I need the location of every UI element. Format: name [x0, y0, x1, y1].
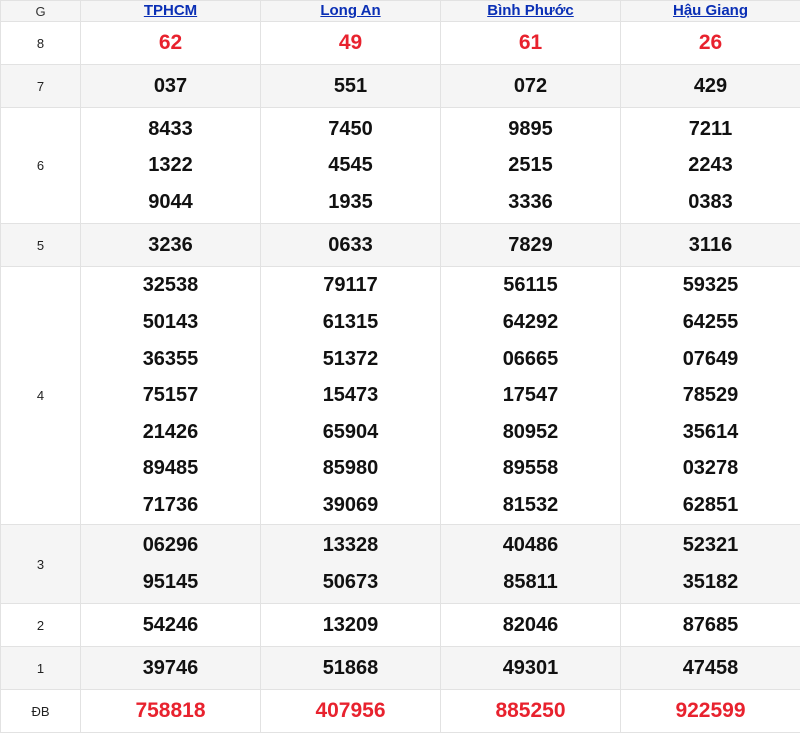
prize-number: 3336 — [441, 184, 620, 221]
prize-number: 62 — [81, 25, 260, 62]
prize-number: 49 — [261, 25, 440, 62]
prize-cell — [621, 22, 800, 65]
prize-number: 4545 — [261, 147, 440, 184]
prize-cell — [441, 22, 621, 65]
special-prize-number: 407956 — [261, 693, 440, 730]
prize-label: 7 — [1, 65, 81, 108]
province-link-tphcm[interactable]: TPHCM — [144, 2, 197, 19]
prize-number: 51868 — [261, 650, 440, 687]
prize-number: 75157 — [81, 377, 260, 414]
prize-number: 551 — [261, 68, 440, 105]
prize-row-special — [1, 690, 800, 733]
prize-cell — [81, 525, 261, 604]
prize-cell — [261, 647, 441, 690]
header-row — [1, 1, 800, 22]
prize-number: 17547 — [441, 377, 620, 414]
prize-cell — [81, 22, 261, 65]
prize-number: 7450 — [261, 111, 440, 148]
province-header-long-an — [261, 1, 441, 22]
prize-number: 89485 — [81, 450, 260, 487]
prize-cell — [621, 647, 800, 690]
prize-row-8 — [1, 22, 800, 65]
prize-number: 072 — [441, 68, 620, 105]
prize-number: 39069 — [261, 487, 440, 524]
prize-row-1 — [1, 647, 800, 690]
prize-number: 1322 — [81, 147, 260, 184]
prize-number: 89558 — [441, 450, 620, 487]
prize-cell — [81, 108, 261, 224]
prize-cell — [81, 647, 261, 690]
prize-cell — [621, 224, 800, 267]
prize-cell — [621, 525, 800, 604]
prize-label: 4 — [1, 267, 81, 525]
prize-label: 6 — [1, 108, 81, 224]
prize-number: 8433 — [81, 111, 260, 148]
prize-label: 2 — [1, 604, 81, 647]
prize-cell — [81, 604, 261, 647]
prize-number: 40486 — [441, 527, 620, 564]
prize-cell — [621, 108, 800, 224]
prize-cell — [261, 224, 441, 267]
prize-cell — [621, 604, 800, 647]
prize-number: 56115 — [441, 267, 620, 304]
prize-number: 85980 — [261, 450, 440, 487]
prize-number: 06665 — [441, 341, 620, 378]
prize-number: 06296 — [81, 527, 260, 564]
prize-cell — [261, 690, 441, 733]
special-prize-number: 758818 — [81, 693, 260, 730]
prize-number: 32538 — [81, 267, 260, 304]
prize-column-header: G — [1, 1, 81, 22]
prize-row-7 — [1, 65, 800, 108]
prize-cell — [261, 65, 441, 108]
prize-cell — [261, 22, 441, 65]
prize-number: 7829 — [441, 227, 620, 264]
prize-cell — [81, 224, 261, 267]
prize-cell — [261, 108, 441, 224]
prize-number: 87685 — [621, 607, 800, 644]
prize-cell — [441, 108, 621, 224]
prize-row-5 — [1, 224, 800, 267]
prize-number: 54246 — [81, 607, 260, 644]
prize-number: 35614 — [621, 414, 800, 451]
prize-number: 51372 — [261, 341, 440, 378]
prize-number: 07649 — [621, 341, 800, 378]
prize-number: 52321 — [621, 527, 800, 564]
prize-number: 64292 — [441, 304, 620, 341]
prize-number: 61315 — [261, 304, 440, 341]
prize-cell — [261, 604, 441, 647]
prize-cell — [441, 65, 621, 108]
province-header-hau-giang — [621, 1, 800, 22]
prize-number: 85811 — [441, 564, 620, 601]
prize-label: 5 — [1, 224, 81, 267]
prize-label: 8 — [1, 22, 81, 65]
prize-number: 35182 — [621, 564, 800, 601]
special-prize-number: 922599 — [621, 693, 800, 730]
prize-cell — [81, 690, 261, 733]
prize-number: 47458 — [621, 650, 800, 687]
prize-number: 50673 — [261, 564, 440, 601]
prize-cell — [81, 65, 261, 108]
prize-number: 36355 — [81, 341, 260, 378]
province-header-tphcm — [81, 1, 261, 22]
prize-number: 9895 — [441, 111, 620, 148]
special-prize-number: 885250 — [441, 693, 620, 730]
prize-label: 3 — [1, 525, 81, 604]
prize-number: 429 — [621, 68, 800, 105]
prize-number: 7211 — [621, 111, 800, 148]
prize-number: 0633 — [261, 227, 440, 264]
prize-number: 9044 — [81, 184, 260, 221]
prize-number: 13328 — [261, 527, 440, 564]
prize-number: 15473 — [261, 377, 440, 414]
prize-number: 82046 — [441, 607, 620, 644]
prize-number: 61 — [441, 25, 620, 62]
prize-number: 2243 — [621, 147, 800, 184]
prize-number: 62851 — [621, 487, 800, 524]
prize-number: 2515 — [441, 147, 620, 184]
prize-number: 80952 — [441, 414, 620, 451]
prize-number: 95145 — [81, 564, 260, 601]
province-link-hau-giang[interactable]: Hậu Giang — [673, 2, 748, 19]
prize-number: 59325 — [621, 267, 800, 304]
prize-number: 21426 — [81, 414, 260, 451]
prize-number: 71736 — [81, 487, 260, 524]
prize-number: 81532 — [441, 487, 620, 524]
prize-number: 65904 — [261, 414, 440, 451]
prize-label: ĐB — [1, 690, 81, 733]
province-link-long-an[interactable]: Long An — [320, 2, 380, 19]
prize-cell — [441, 690, 621, 733]
prize-cell — [441, 525, 621, 604]
prize-number: 3236 — [81, 227, 260, 264]
prize-row-2 — [1, 604, 800, 647]
prize-cell — [441, 647, 621, 690]
prize-number: 64255 — [621, 304, 800, 341]
prize-cell — [621, 690, 800, 733]
prize-cell — [441, 224, 621, 267]
prize-row-4 — [1, 267, 800, 525]
prize-row-3 — [1, 525, 800, 604]
prize-label: 1 — [1, 647, 81, 690]
prize-number: 3116 — [621, 227, 800, 264]
prize-number: 1935 — [261, 184, 440, 221]
prize-number: 037 — [81, 68, 260, 105]
prize-cell — [261, 525, 441, 604]
prize-number: 03278 — [621, 450, 800, 487]
prize-number: 13209 — [261, 607, 440, 644]
prize-row-6 — [1, 108, 800, 224]
prize-cell — [261, 267, 441, 525]
prize-cell — [441, 267, 621, 525]
prize-number: 50143 — [81, 304, 260, 341]
prize-cell — [441, 604, 621, 647]
prize-number: 78529 — [621, 377, 800, 414]
prize-number: 79117 — [261, 267, 440, 304]
prize-number: 39746 — [81, 650, 260, 687]
province-header-binh-phuoc — [441, 1, 621, 22]
prize-cell — [621, 267, 800, 525]
prize-number: 49301 — [441, 650, 620, 687]
prize-cell — [621, 65, 800, 108]
prize-number: 26 — [621, 25, 800, 62]
province-link-binh-phuoc[interactable]: Bình Phước — [487, 2, 574, 19]
prize-number: 0383 — [621, 184, 800, 221]
prize-cell — [81, 267, 261, 525]
